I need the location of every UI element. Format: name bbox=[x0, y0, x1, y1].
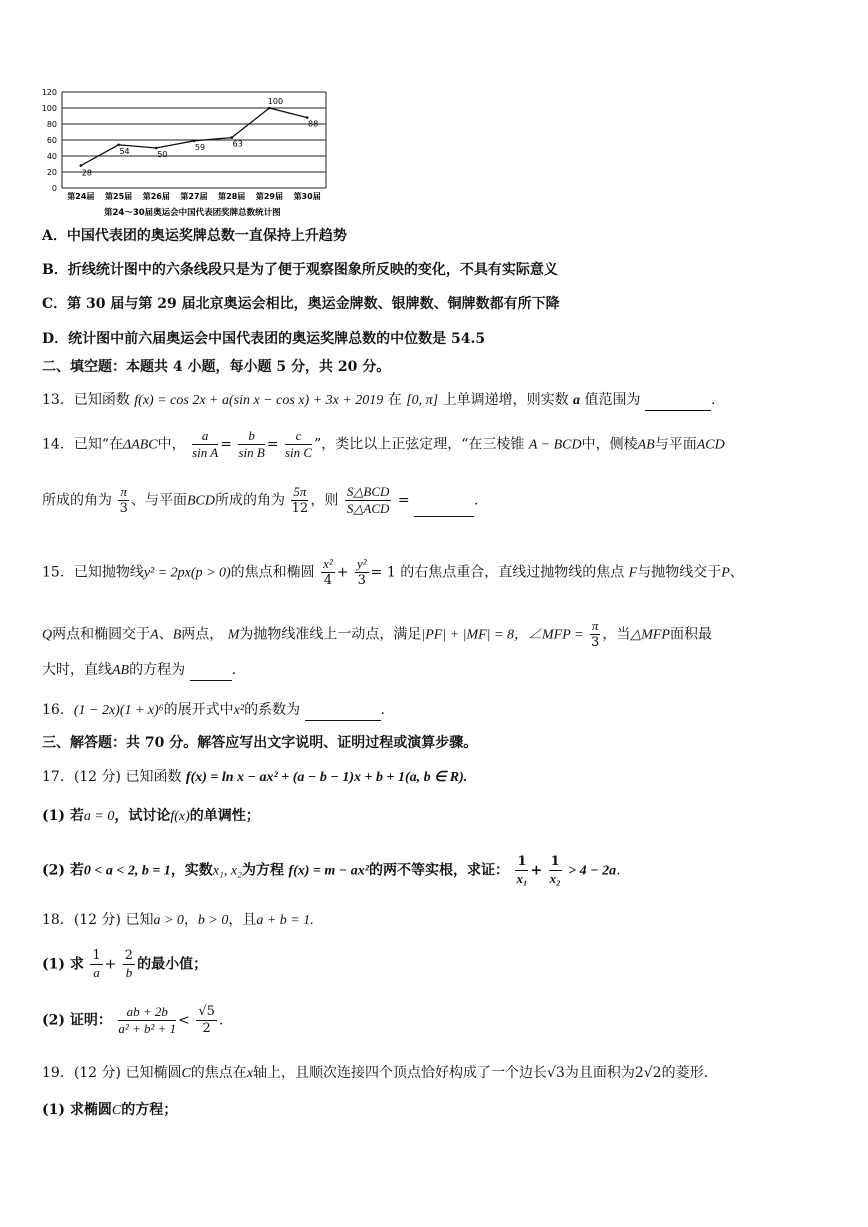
question-15-line-3: 大时，直线AB的方程为 . bbox=[42, 660, 236, 681]
x-tick-label: 第29届 bbox=[255, 192, 283, 201]
question-18-part-2: (2) 证明： $\frac{ab + 2b}{\text{a² + b² + 1}}$ < $\frac{√5}{2}$ . bbox=[42, 1004, 224, 1036]
y-tick-label: 20 bbox=[46, 168, 57, 177]
y-tick-label: 40 bbox=[46, 152, 57, 161]
chart-data-labels bbox=[80, 97, 319, 178]
data-label: 59 bbox=[194, 142, 206, 152]
data-point bbox=[117, 144, 120, 147]
data-point bbox=[193, 140, 196, 143]
x-tick-label: 第28届 bbox=[218, 192, 246, 201]
section-3-heading: 三、解答题：共 70 分。解答应写出文字说明、证明过程或演算步骤。 bbox=[42, 735, 478, 751]
data-point bbox=[306, 116, 309, 119]
question-18: 18．(12 分) 已知a > 0，b > 0，且a + b = 1. bbox=[42, 912, 314, 928]
x-tick-label: 第25届 bbox=[105, 192, 133, 201]
option-a: A．中国代表团的奥运奖牌总数一直保持上升趋势 bbox=[42, 228, 347, 244]
chart-y-ticks bbox=[42, 88, 57, 193]
data-point bbox=[268, 107, 271, 110]
data-point bbox=[80, 164, 83, 167]
option-d: D．统计图中前六届奥运会中国代表团的奥运奖牌总数的中位数是 54.5 bbox=[42, 331, 486, 347]
x-tick-label: 第26届 bbox=[142, 192, 170, 201]
option-b: B．折线统计图中的六条线段只是为了便于观察图象所反映的变化，不具有实际意义 bbox=[42, 262, 558, 278]
question-19: 19．(12 分) 已知椭圆C的焦点在x轴上，且顺次连接四个顶点恰好构成了一个边长√3为且面积为2√2的菱形. bbox=[42, 1065, 709, 1081]
answer-blank bbox=[645, 410, 711, 411]
y-tick-label: 100 bbox=[41, 104, 57, 113]
option-c: C．第 30 届与第 29 届北京奥运会相比，奥运金牌数、银牌数、铜牌数都有所下降 bbox=[42, 296, 560, 312]
chart-series-line bbox=[81, 108, 307, 166]
data-label: 54 bbox=[119, 146, 130, 156]
question-14-line-2: 所成的角为 $\frac{\pi}{3}$ 、与平面BCD所成的角为 $\frac{5\pi}{12}$ ，则 $\frac{\text{S△BCD}}{\text{S△ACD}}$ = . bbox=[42, 484, 479, 516]
question-15-line-1: 15．已知抛物线y² = 2px(p > 0)的焦点和椭圆 $\frac{\text{x²}}{4}$ + $\frac{\text{y²}}{3}$ = 1 的右焦点重合，直线过抛物线的焦点 F与抛物线交于P、 bbox=[42, 556, 744, 588]
x-tick-label: 第27届 bbox=[180, 192, 208, 201]
y-tick-label: 80 bbox=[46, 120, 57, 129]
data-label: 88 bbox=[308, 119, 319, 129]
data-label: 63 bbox=[232, 139, 243, 149]
answer-blank bbox=[305, 720, 381, 721]
question-16: 16．(1 − 2x)(1 + x)⁶的展开式中x²的系数为 . bbox=[42, 700, 385, 721]
y-tick-label: 0 bbox=[51, 184, 57, 193]
y-tick-label: 120 bbox=[41, 88, 57, 97]
question-14-line-1: 14．已知“在ΔABC中， $\frac{a}{\text{sin A}}$ = $\frac{b}{\text{sin B}}$ = $\frac{c}{\text{sin C}}$ ”，类比以上正弦定理，“在三棱锥 A − BCD中，侧棱AB与平面ACD bbox=[42, 428, 725, 460]
data-label: 100 bbox=[267, 97, 284, 106]
data-label: 28 bbox=[81, 168, 92, 178]
answer-blank bbox=[190, 680, 232, 681]
data-label: 50 bbox=[157, 150, 168, 159]
question-17-part-1: (1) 若a = 0，试讨论f(x)的单调性； bbox=[42, 808, 260, 824]
y-tick-label: 60 bbox=[46, 136, 57, 145]
data-point bbox=[155, 147, 158, 150]
data-point bbox=[230, 136, 233, 139]
question-19-part-1: (1) 求椭圆C的方程； bbox=[42, 1102, 178, 1118]
question-13: 13．已知函数 f(x) = cos 2x + a(sin x − cos x) + 3x + 2019 在 [0, π] 上单调递增，则实数 a 值范围为 . bbox=[42, 390, 715, 411]
chart-x-ticks bbox=[67, 191, 320, 201]
question-17-part-2: (2) 若0 < a < 2, b = 1，实数x₁, x₂为方程 f(x) = m − ax²的两不等实根，求证： $\frac{1}{\text{x₁}}$ + $\frac{1}{\text{x₂}}$ > 4 − 2a. bbox=[42, 854, 621, 886]
question-17: 17．(12 分) 已知函数 f(x) = ln x − ax² + (a − b − 1)x + b + 1(a, b ∈ R). bbox=[42, 769, 468, 785]
question-18-part-1: (1) 求 $\frac{1}{a}$ + $\frac{2}{b}$ 的最小值； bbox=[42, 948, 208, 980]
medal-line-chart bbox=[36, 82, 336, 222]
answer-blank bbox=[414, 516, 474, 517]
x-tick-label: 第30届 bbox=[293, 192, 321, 201]
x-tick-label: 第24届 bbox=[67, 192, 95, 201]
section-2-heading: 二、填空题：本题共 4 小题，每小题 5 分，共 20 分。 bbox=[42, 359, 391, 375]
chart-caption: 第24～30届奥运会中国代表团奖牌总数统计图 bbox=[104, 208, 281, 218]
question-15-line-2: Q两点和椭圆交于A、B两点， M为抛物线准线上一动点，满足|PF| + |MF| = 8，∠MFP = $\frac{\pi}{3}$ ，当△MFP面积最 bbox=[42, 618, 712, 650]
